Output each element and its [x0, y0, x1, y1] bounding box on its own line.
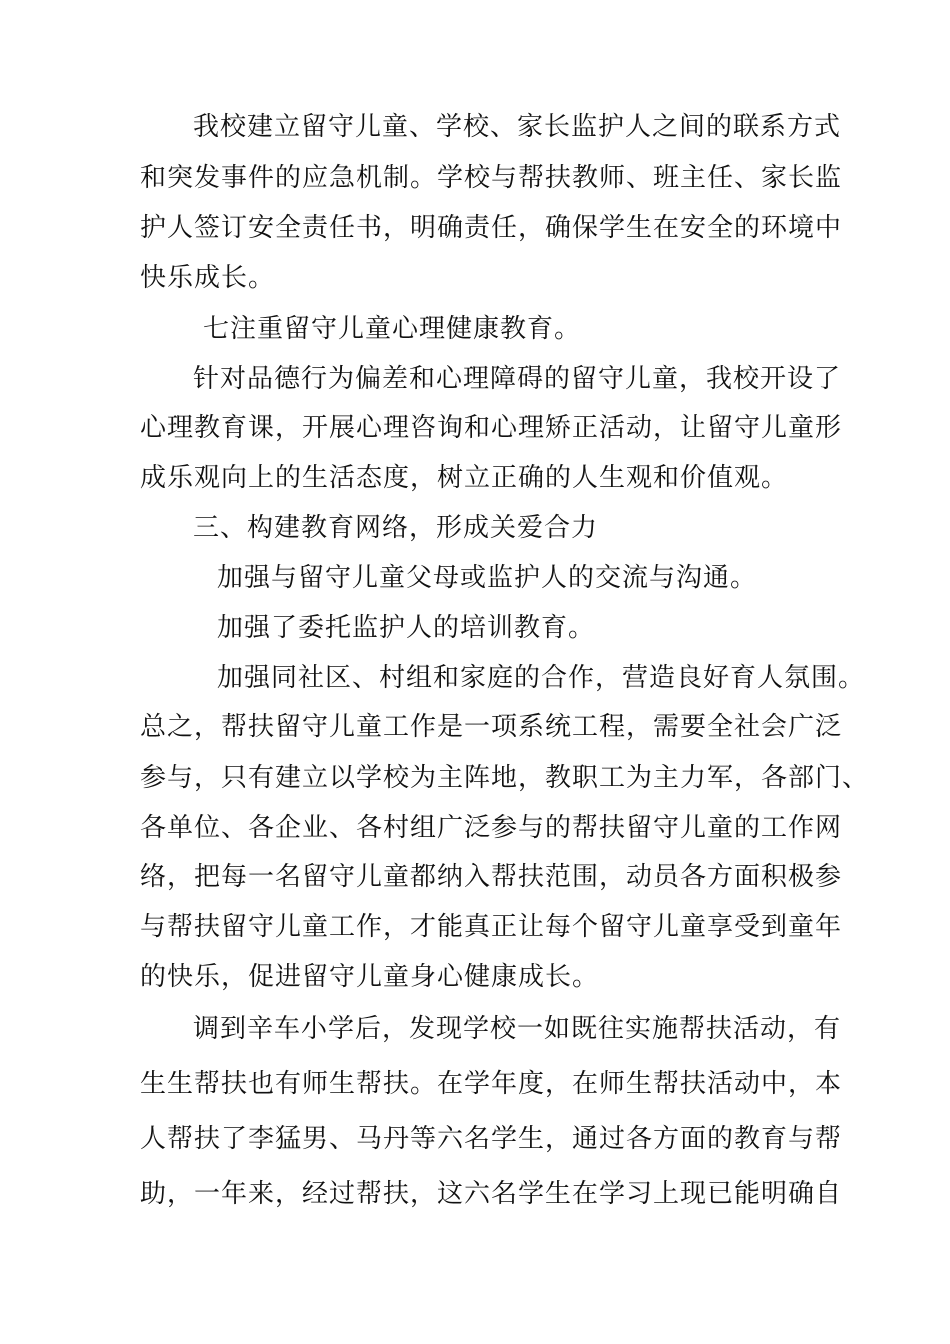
text-line: 总之，帮扶留守儿童工作是一项系统工程，需要全社会广泛	[140, 712, 843, 742]
text-line: 的快乐，促进留守儿童身心健康成长。	[140, 962, 600, 992]
text-line: 调到辛车小学后，发现学校一如既往实施帮扶活动，有	[193, 1014, 842, 1044]
text-line: 针对品德行为偏差和心理障碍的留守儿童，我校开设了	[193, 364, 842, 394]
text-line: 各单位、各企业、各村组广泛参与的帮扶留守儿童的工作网	[140, 813, 843, 843]
text-line: 生生帮扶也有师生帮扶。在学年度，在师生帮扶活动中，本	[140, 1069, 843, 1099]
text-line: 快乐成长。	[140, 263, 276, 293]
text-line: 加强了委托监护人的培训教育。	[217, 613, 596, 643]
section-heading: 七注重留守儿童心理健康教育。	[203, 314, 582, 344]
text-line: 护人签订安全责任书，明确责任，确保学生在安全的环境中	[140, 213, 843, 243]
text-line: 加强与留守儿童父母或监护人的交流与沟通。	[217, 563, 758, 593]
text-line: 络，把每一名留守儿童都纳入帮扶范围，动员各方面积极参	[140, 862, 843, 892]
text-line: 心理教育课，开展心理咨询和心理矫正活动，让留守儿童形	[140, 413, 843, 443]
text-line: 成乐观向上的生活态度，树立正确的人生观和价值观。	[140, 463, 789, 493]
text-line: 和突发事件的应急机制。学校与帮扶教师、班主任、家长监	[140, 163, 843, 193]
text-line: 参与，只有建立以学校为主阵地，教职工为主力军，各部门、	[140, 763, 870, 793]
section-heading: 三、构建教育网络，形成关爱合力	[193, 513, 599, 543]
text-line: 我校建立留守儿童、学校、家长监护人之间的联系方式	[193, 112, 842, 142]
text-line: 加强同社区、村组和家庭的合作，营造良好育人氛围。	[217, 663, 866, 693]
text-line: 助，一年来，经过帮扶，这六名学生在学习上现已能明确自	[140, 1179, 843, 1209]
text-line: 人帮扶了李猛男、马丹等六名学生，通过各方面的教育与帮	[140, 1124, 843, 1154]
text-line: 与帮扶留守儿童工作，才能真正让每个留守儿童享受到童年	[140, 912, 843, 942]
